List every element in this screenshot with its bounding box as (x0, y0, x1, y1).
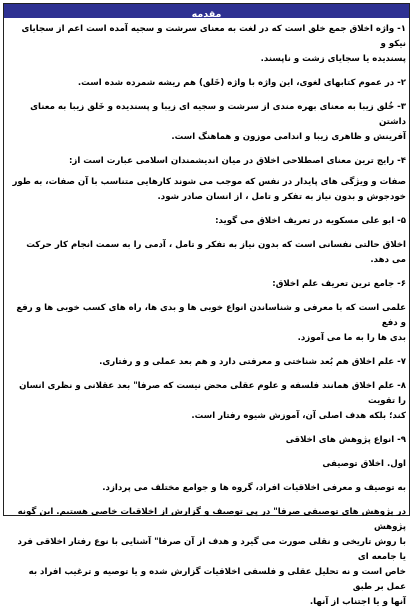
line: خاص است و نه تحلیل عقلی و فلسفی اخلاقیات گزارش شده و یا توصیه و ترغیب افراد به عمل بر طبق (28, 567, 406, 592)
paragraph-5-definition (10, 238, 406, 268)
line: با روش تاریخی و نقلی صورت می گیرد و هدف از آن صرفا" آشنایی با نوع رفتار اخلاقی فرد یا جامعه ای (17, 537, 406, 562)
paragraph-1 (10, 22, 406, 67)
line: ۲- در عموم کتابهای لغوی، این واژه با واژه (خَلق) هم ریشه شمرده شده است. (77, 78, 406, 88)
line: ۵- ابو علی مسکویه در تعریف اخلاق می گوید: (215, 216, 406, 226)
line: اول. اخلاق توصیفی (322, 459, 406, 469)
paragraph-4-definition (10, 175, 406, 205)
paragraph-6-definition (10, 301, 406, 346)
line: آنها و یا اجتناب از آنها. (309, 597, 406, 607)
page-title: مقدمه (191, 9, 222, 20)
paragraph-5 (10, 214, 406, 229)
paragraph-9 (10, 433, 406, 448)
paragraph-6 (10, 277, 406, 292)
line: ۹- انواع پژوهش های اخلاقی (285, 435, 406, 445)
line: ۶- جامع ترین تعریف علم اخلاق: (272, 279, 406, 289)
line: خودجوش و بدون نیاز به تفکر و تامل ، از انسان صادر شود. (157, 192, 406, 202)
line: علمی است که با معرفی و شناساندن انواع خوبی ها و بدی ها، راه های کسب خوبی ها و رفع و دفع (16, 303, 406, 328)
line: آفرینش و ظاهری زیبا و اندامی موزون و هماهنگ است. (171, 132, 406, 142)
line: در پژوهش های توصیفی صرفا" در پی توصیف و گزارش از اخلاقیات خاصی هستیم. این گونه پژوهش (17, 507, 406, 532)
paragraph-9-subheading (10, 457, 406, 472)
paragraph-4 (10, 154, 406, 169)
line: ۱- واژه اخلاق جمع خلق است که در لغت به معنای سرشت و سجیه آمده است اعم از سجایای نیکو و (21, 24, 406, 49)
line: کند؛ بلکه هدف اصلی آن، آموزش شیوه رفتار است. (191, 411, 406, 421)
line: پسندیده یا سجایای زشت و ناپسند. (260, 54, 406, 64)
paragraph-9-description (10, 481, 406, 496)
line: ۴- رایج ترین معنای اصطلاحی اخلاق در میان اندیشمندان اسلامی عبارت است از: (68, 156, 406, 166)
line: بدی ها را به ما می آموزد. (297, 333, 406, 343)
line: اخلاق حالتی نفسانی است که بدون نیاز به تفکر و تامل ، آدمی را به سمت انجام کار حرکت می دهد. (26, 240, 406, 265)
line: ۷- علم اخلاق هم بُعد شناختی و معرفتی دارد و هم بعد عملی و و رفتاری. (99, 357, 406, 367)
section-header (4, 4, 409, 18)
line: ۸- علم اخلاق همانند فلسفه و علوم عقلی محض نیست که صرفا" بعد عقلانی و نظری انسان را تقویت (19, 381, 406, 406)
paragraph-7 (10, 355, 406, 370)
paragraph-8 (10, 379, 406, 424)
line: صفات و ویژگی های پایدار در نفس که موجب می شوند کارهایی متناسب با آن صفات، به طور (12, 177, 406, 187)
line: ۳- خُلق زیبا به معنای بهره مندی از سرشت و سجیه ای زیبا و پسندیده و خَلق زیبا به معنای داشتن (30, 102, 406, 127)
paragraph-3 (10, 100, 406, 145)
line: به توصیف و معرفی اخلاقیات افراد، گروه ها و جوامع مختلف می پردازد. (102, 483, 406, 493)
document-body (10, 22, 406, 610)
paragraph-2 (10, 76, 406, 91)
